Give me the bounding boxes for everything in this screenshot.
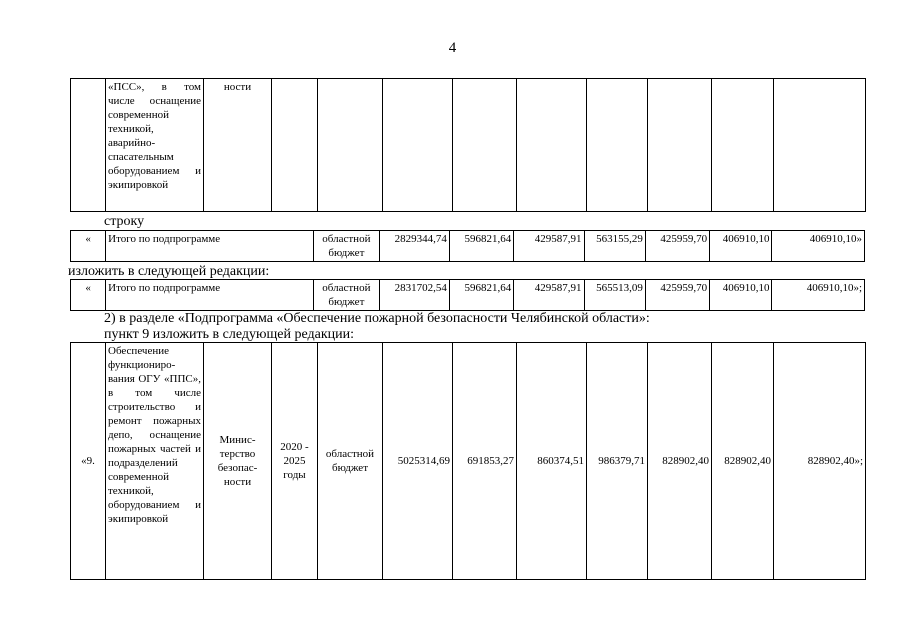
paragraph-2-line-2: пункт 9 изложить в следующей редакции:: [104, 327, 354, 342]
page-number: 4: [448, 40, 457, 56]
cell-responsible: ности: [204, 79, 272, 212]
table-row: [71, 79, 866, 212]
cell-name: Итого по подпрограмме: [106, 280, 314, 311]
table-row-9: [70, 342, 866, 580]
cell-quote: «: [71, 231, 106, 262]
cell-value: 691853,27: [453, 343, 517, 580]
cell-value: 425959,70: [645, 231, 709, 262]
cell-value: 828902,40: [712, 343, 774, 580]
cell-description: Обеспечение функциониро-вания ОГУ «ППС», в том числе строительство и ремонт пожарных депо, оснащение пожарных частей и подразделений современной техникой, оборудованием и экипировкой: [106, 343, 204, 580]
cell-value: 5025314,69: [383, 343, 453, 580]
table-row-old: [70, 230, 865, 262]
cell-value: 425959,70: [645, 280, 709, 311]
cell-value: 563155,29: [584, 231, 645, 262]
cell-number: «9.: [71, 343, 106, 580]
cell-value: 406910,10»: [772, 231, 865, 262]
cell-value: 860374,51: [517, 343, 587, 580]
cell-value: 406910,10: [710, 280, 772, 311]
cell-value: 406910,10»;: [772, 280, 865, 311]
cell-value: 565513,09: [584, 280, 645, 311]
table-fragment-top: [70, 78, 866, 212]
cell-value: 828902,40: [648, 343, 712, 580]
cell-value: 596821,64: [449, 231, 513, 262]
label-izlozhit: изложить в следующей редакции:: [68, 264, 270, 279]
cell-source: областной бюджет: [314, 280, 379, 311]
cell-value: 596821,64: [449, 280, 513, 311]
cell-value: 406910,10: [710, 231, 772, 262]
table-row: [71, 343, 866, 580]
cell-value: 828902,40»;: [774, 343, 866, 580]
table-row: [71, 231, 865, 262]
cell-source: областной бюджет: [314, 231, 379, 262]
cell-value: 2829344,74: [379, 231, 449, 262]
cell-value: 429587,91: [514, 280, 584, 311]
cell-source: областной бюджет: [318, 343, 383, 580]
table-row: [71, 280, 865, 311]
table-row-new: [70, 279, 865, 311]
cell-description: «ПСС», в том числе оснащение современной техникой, аварийно-спасательным оборудованием и экипировкой: [106, 79, 204, 212]
label-stroku: строку: [104, 214, 145, 229]
cell-value: 429587,91: [514, 231, 584, 262]
cell-period: 2020 - 2025 годы: [272, 343, 318, 580]
cell-responsible: Минис-терство безопас-ности: [204, 343, 272, 580]
cell-name: Итого по подпрограмме: [106, 231, 314, 262]
cell-value: 986379,71: [587, 343, 648, 580]
cell-value: 2831702,54: [379, 280, 449, 311]
cell-quote: «: [71, 280, 106, 311]
paragraph-2-line-1: 2) в разделе «Подпрограмма «Обеспечение пожарной безопасности Челябинской области»:: [104, 311, 650, 326]
